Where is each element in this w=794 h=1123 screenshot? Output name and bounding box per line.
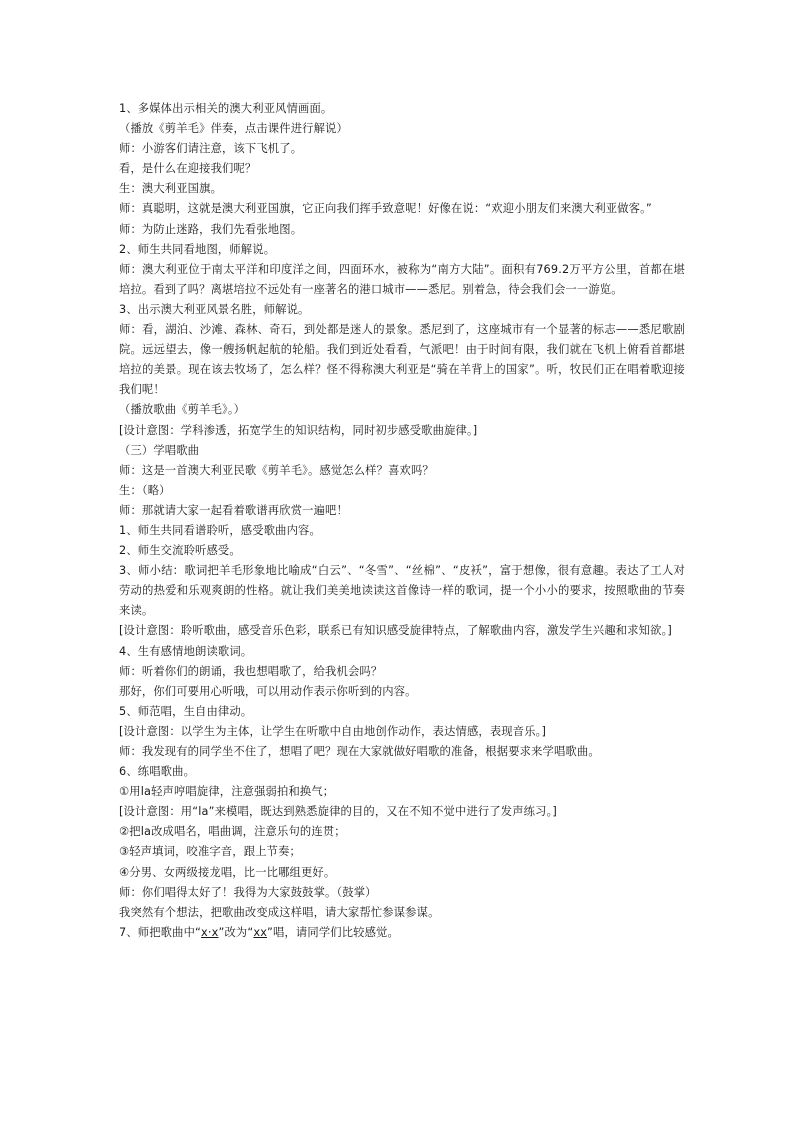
text-paragraph: 师：看，湖泊、沙滩、森林、奇石，到处都是迷人的景象。悉尼到了，这座城市有一个显著的标志——悉尼歌剧院。远远望去，像一艘扬帆起航的轮船。我们到近处看看，气派吧！由于时间有限，我们就在飞机上俯看首都堪培拉的美景。现在该去牧场了，怎么样？怪不得称澳大利亚是“骑在羊背上的国家”。听，牧民们正在唱着歌迎接我们呢！ bbox=[119, 323, 685, 397]
text-line: 6、练唱歌曲。 bbox=[119, 765, 196, 779]
rhythm-text-middle: ”改为“ bbox=[218, 925, 254, 939]
text-line: 1、师生共同看谱聆听，感受歌曲内容。 bbox=[119, 523, 321, 537]
section-heading: （三）学唱歌曲 bbox=[119, 443, 200, 457]
text-line: 那好，你们可要用心听哦，可以用动作表示你听到的内容。 bbox=[119, 684, 417, 698]
design-intent-note: [设计意图：聆听歌曲，感受音乐色彩，联系已有知识感受旋律特点，了解歌曲内容，激发学生兴趣和求知欲。] bbox=[119, 624, 672, 638]
rhythm-text-before: 7、师把歌曲中“ bbox=[119, 925, 202, 939]
text-paragraph: 师：澳大利亚位于南太平洋和印度洋之间，四面环水，被称为“南方大陆”。面积有769.2万平方公里，首都在堪培拉。看到了吗？离堪培拉不远处有一座著名的港口城市——悉尼。别着急，待会我们会一一游览。 bbox=[119, 262, 685, 296]
text-line: 1、多媒体出示相关的澳大利亚风情画面。 bbox=[119, 102, 333, 115]
text-line: 生：（略） bbox=[119, 483, 171, 497]
design-intent-note: [设计意图：以学生为主体，让学生在听歌中自由地创作动作，表达情感，表现音乐。] bbox=[119, 724, 547, 738]
text-line: （播放歌曲《剪羊毛》。） bbox=[119, 403, 246, 417]
text-line: 师：为防止迷路，我们先看张地图。 bbox=[119, 222, 303, 236]
text-line: ②把la改成唱名，唱曲调，注意乐句的连贯； bbox=[119, 825, 346, 839]
text-paragraph: 3、师小结：歌词把羊毛形象地比喻成“白云”、“冬雪”、“丝棉”、“皮袄”，富于想像，很有意趣。表达了工人对劳动的热爱和乐观爽朗的性格。就让我们美美地读读这首像诗一样的歌词，提一个小小的要求，按照歌曲的节奏来读。 bbox=[119, 564, 685, 618]
text-line: 3、出示澳大利亚风景名胜，师解说。 bbox=[119, 302, 310, 316]
rhythm-mark-even: xx bbox=[253, 925, 268, 939]
text-line: 5、师范唱，生自由律动。 bbox=[119, 704, 253, 718]
text-line: （播放《剪羊毛》伴奏，点击课件进行解说） bbox=[119, 122, 348, 136]
text-line: 看，是什么在迎接我们呢？ bbox=[119, 162, 257, 176]
text-line: 2、师生共同看地图，师解说。 bbox=[119, 242, 276, 256]
text-line: 生：澳大利亚国旗。 bbox=[119, 182, 223, 196]
text-line: ①用la轻声哼唱旋律，注意强弱拍和换气； bbox=[119, 785, 335, 799]
text-paragraph: 师：真聪明，这就是澳大利亚国旗，它正向我们挥手致意呢！好像在说：“欢迎小朋友们来澳大利亚做客。” bbox=[119, 202, 652, 216]
text-line: 师：这是一首澳大利亚民歌《剪羊毛》。感觉怎么样？喜欢吗？ bbox=[119, 463, 434, 477]
text-line: 师：那就请大家一起看着歌谱再欣赏一遍吧！ bbox=[119, 503, 348, 517]
text-line: 4、生有感情地朗读歌词。 bbox=[119, 644, 253, 658]
design-intent-note: [设计意图：学科渗透，拓宽学生的知识结构，同时初步感受歌曲旋律。] bbox=[119, 423, 478, 437]
text-line: 师：我发现有的同学坐不住了，想唱了吧？现在大家就做好唱歌的准备，根据要求来学唱歌曲。 bbox=[119, 745, 600, 758]
text-line: ③轻声填词，咬准字音，跟上节奏； bbox=[119, 845, 301, 859]
text-line: 2、师生交流聆听感受。 bbox=[119, 544, 241, 558]
text-line-rhythm-change bbox=[119, 923, 685, 943]
text-line: 师：听着你们的朗诵，我也想唱歌了，给我机会吗？ bbox=[119, 664, 383, 678]
design-intent-note: [设计意图：用“la”来模唱，既达到熟悉旋律的目的，又在不知不觉中进行了发声练习。] bbox=[119, 805, 557, 819]
rhythm-text-after: ”唱，请同学们比较感觉。 bbox=[267, 925, 399, 939]
text-line: ④分男、女两级接龙唱，比一比哪组更好。 bbox=[119, 865, 336, 879]
document-body bbox=[119, 99, 685, 943]
text-line: 师：小游客们请注意，该下飞机了。 bbox=[119, 142, 303, 156]
text-line: 师：你们唱得太好了！我得为大家鼓鼓掌。（鼓掌） bbox=[119, 885, 377, 899]
text-line: 我突然有个想法，把歌曲改变成这样唱，请大家帮忙参谋参谋。 bbox=[119, 905, 440, 919]
rhythm-mark-dotted: x·x bbox=[201, 925, 219, 939]
